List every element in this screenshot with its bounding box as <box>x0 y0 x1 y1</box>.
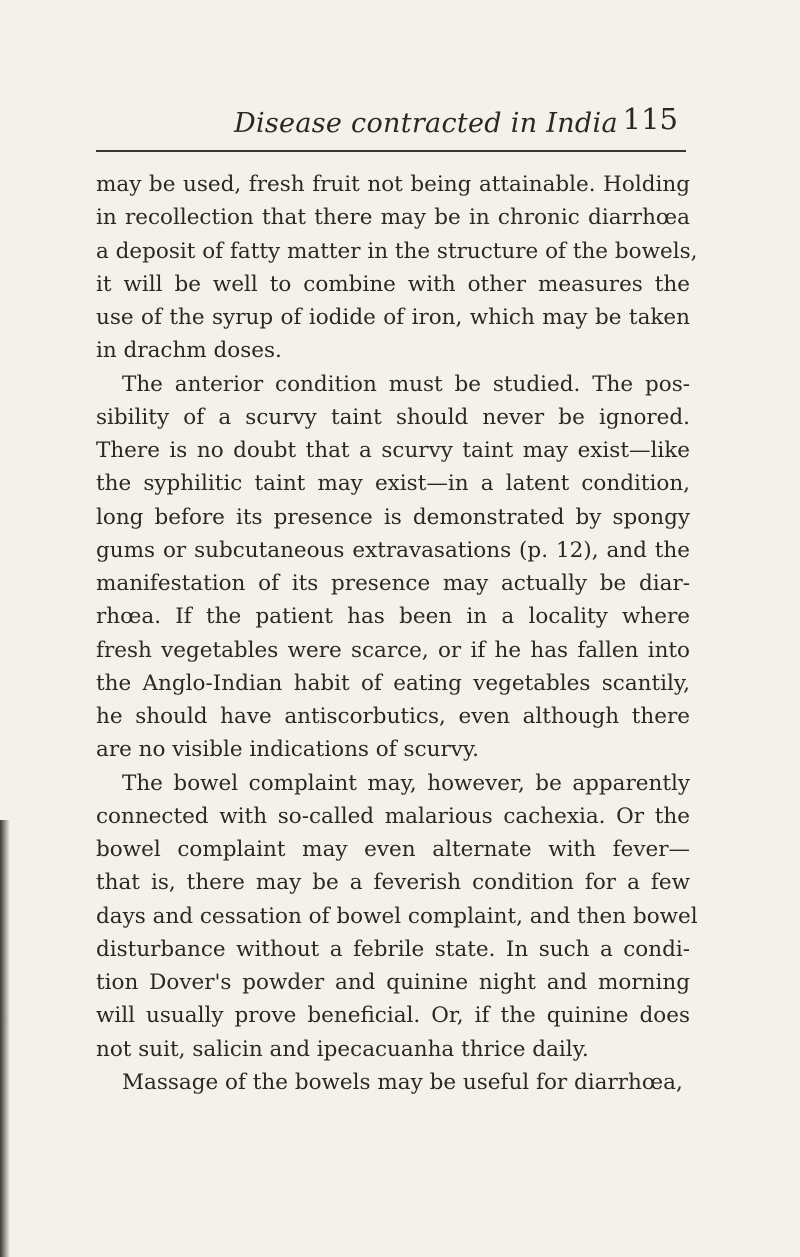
page-header <box>96 100 686 146</box>
header-rule <box>96 150 686 152</box>
body-text <box>96 168 698 1099</box>
running-head: Disease contracted in India <box>234 108 618 139</box>
text-line: The anterior condition must be studied. The pos- <box>122 371 690 397</box>
text-line: may be used, fresh fruit not being attainable. Holding <box>96 172 690 197</box>
text-line: the Anglo-Indian habit of eating vegetables scantily, <box>96 670 690 696</box>
text-line: that is, there may be a feverish condition for a few <box>96 870 690 896</box>
text-line: tion Dover's powder and quinine night and morning <box>96 970 690 995</box>
text-line: There is no doubt that a scurvy taint may exist—like <box>96 438 690 463</box>
text-line: fresh vegetables were scarce, or if he has fallen into <box>96 637 690 663</box>
text-line: in recollection that there may be in chronic diarrhœa <box>96 205 690 231</box>
text-line: bowel complaint may even alternate with fever— <box>96 837 690 862</box>
text-line: will usually prove beneficial. Or, if the quinine does <box>96 1003 690 1029</box>
text-line: gums or subcutaneous extravasations (p. 12), and the <box>96 537 690 563</box>
text-line: it will be well to combine with other measures the <box>96 271 690 297</box>
text-line: Massage of the bowels may be useful for diarrhœa, <box>122 1069 683 1095</box>
text-line: manifestation of its presence may actually be diar- <box>96 571 690 596</box>
text-line: not suit, salicin and ipecacuanha thrice daily. <box>96 1036 589 1062</box>
text-line: rhœa. If the patient has been in a locality where <box>96 604 690 630</box>
text-line: disturbance without a febrile state. In such a condi- <box>96 936 690 962</box>
text-line: a deposit of fatty matter in the structure of the bowels, <box>96 238 698 264</box>
text-line: in drachm doses. <box>96 338 282 364</box>
text-line: the syphilitic taint may exist—in a latent condition, <box>96 471 690 497</box>
text-line: The bowel complaint may, however, be apparently <box>122 770 690 796</box>
text-line: connected with so-called malarious cachexia. Or the <box>96 803 690 829</box>
text-line: he should have antiscorbutics, even although there <box>96 704 690 729</box>
text-line: sibility of a scurvy taint should never be ignored. <box>96 404 690 430</box>
text-line: long before its presence is demonstrated by spongy <box>96 504 690 530</box>
text-line: use of the syrup of iodide of iron, which may be taken <box>96 305 690 330</box>
page-number: 115 <box>622 102 678 136</box>
page-edge-shadow <box>0 820 10 1257</box>
text-line: are no visible indications of scurvy. <box>96 737 480 763</box>
text-line: days and cessation of bowel complaint, and then bowel <box>96 903 698 929</box>
